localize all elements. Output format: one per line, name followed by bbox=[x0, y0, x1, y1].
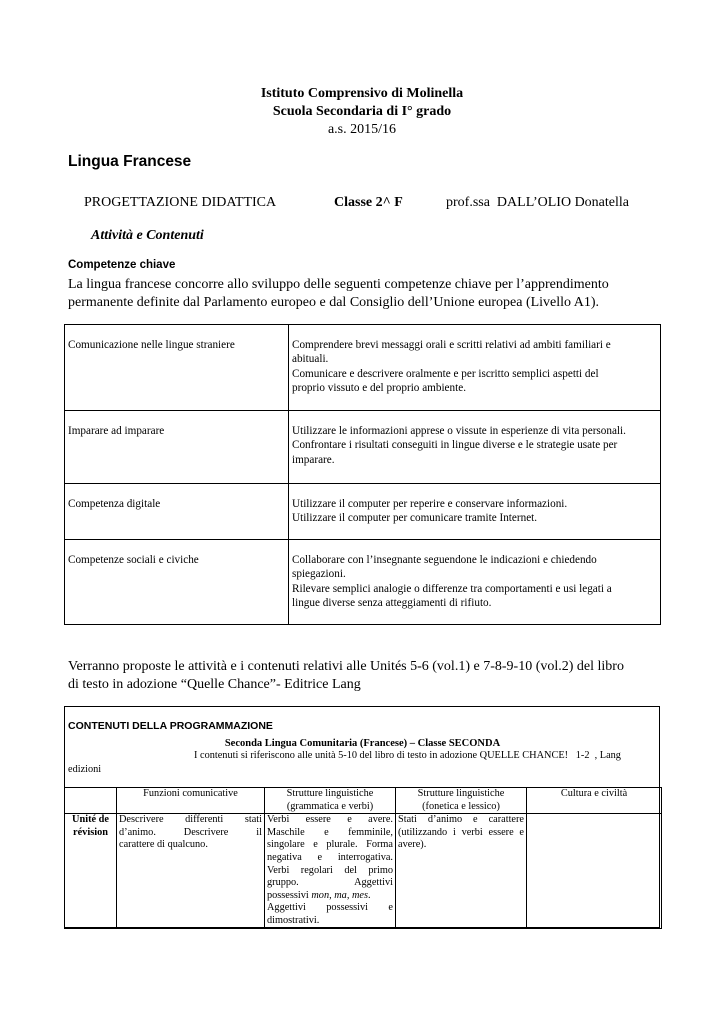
school-name: Istituto Comprensivo di Molinella bbox=[260, 86, 464, 101]
competenza-name: Competenze sociali e civiche bbox=[65, 540, 289, 625]
column-header-lessico: Strutture linguistiche (fonetica e lessico) bbox=[396, 788, 527, 814]
column-header-unit bbox=[65, 788, 117, 814]
school-level: Scuola Secondaria di I° grado bbox=[272, 104, 452, 119]
funzioni-cell: Descrivere differenti stati d’animo. Descrivere il carattere di qualcuno. bbox=[117, 814, 265, 929]
table-row bbox=[65, 484, 661, 540]
school-year: a.s. 2015/16 bbox=[327, 122, 397, 137]
grammatica-cell: Verbi essere e avere. Maschile e femminile, singolare e plurale. Forma negativa e interrogativa. Verbi regolari del primo gruppo. Aggettivi possessivi mon, ma, mes. Aggettivi possessivi e dimostrativi. bbox=[265, 814, 396, 929]
competenza-description: Utilizzare le informazioni apprese o vissute in esperienze di vita personali. Confrontare i risultati conseguiti in lingue diverse e le strategie usate per imparare. bbox=[289, 411, 661, 484]
competenze-heading: Competenze chiave bbox=[68, 259, 176, 271]
lessico-cell: Stati d’animo e carattere (utilizzando i verbi essere e avere). bbox=[396, 814, 527, 929]
table-row bbox=[65, 411, 661, 484]
column-header-funzioni: Funzioni comunicative bbox=[117, 788, 265, 814]
column-header-cultura: Cultura e civiltà bbox=[527, 788, 662, 814]
column-header-grammatica: Strutture linguistiche (grammatica e verbi) bbox=[265, 788, 396, 814]
competenza-name: Imparare ad imparare bbox=[65, 411, 289, 484]
competenza-description: Utilizzare il computer per reperire e conservare informazioni. Utilizzare il computer per comunicare tramite Internet. bbox=[289, 484, 661, 540]
class-label: Classe 2^ F bbox=[334, 195, 403, 210]
competenze-intro: La lingua francese concorre allo sviluppo delle seguenti competenze chiave per l’apprendimento permanente definite dal Parlamento europeo e dal Consiglio dell’Unione europea (Livello A1). bbox=[68, 277, 609, 310]
table-header-row bbox=[65, 788, 662, 814]
competenza-description: Comprendere brevi messaggi orali e scritti relativi ad ambiti familiari e abituali. Comunicare e descrivere oralmente e per iscritto semplici aspetti del proprio vissuto e del proprio ambiente. bbox=[289, 325, 661, 411]
competenza-name: Comunicazione nelle lingue straniere bbox=[65, 325, 289, 411]
unit-name: Unité de révision bbox=[65, 814, 117, 929]
subject-title: Lingua Francese bbox=[68, 153, 192, 170]
competenze-table bbox=[64, 324, 661, 625]
programma-note-end: edizioni bbox=[68, 764, 102, 775]
competenza-description: Collaborare con l’insegnante seguendone le indicazioni e chiedendo spiegazioni. Rilevare semplici analogie o differenze tra comportamenti e usi legati a lingue diverse senza atteggiamenti di rifiuto. bbox=[289, 540, 661, 625]
table-row bbox=[65, 540, 661, 625]
competenza-name: Competenza digitale bbox=[65, 484, 289, 540]
programma-subtitle: Seconda Lingua Comunitaria (Francese) – Classe SECONDA bbox=[224, 738, 501, 749]
table-row bbox=[65, 325, 661, 411]
programma-table bbox=[64, 787, 662, 929]
teacher-name: prof.ssa DALL’OLIO Donatella bbox=[446, 195, 629, 210]
programma-note: I contenuti si riferiscono alle unità 5-10 del libro di testo in adozione QUELLE CHANCE! 1-2 , Lang bbox=[194, 750, 621, 761]
doc-title: PROGETTAZIONE DIDATTICA bbox=[84, 195, 277, 210]
cultura-cell bbox=[527, 814, 662, 929]
section-title: Attività e Contenuti bbox=[91, 228, 204, 243]
proposal-text: Verranno proposte le attività e i contenuti relativi alle Unités 5-6 (vol.1) e 7-8-9-10 (vol.2) del libro di testo in adozione “Quelle Chance”- Editrice Lang bbox=[68, 659, 624, 692]
table-row bbox=[65, 814, 662, 929]
programma-heading: CONTENUTI DELLA PROGRAMMAZIONE bbox=[68, 720, 273, 732]
